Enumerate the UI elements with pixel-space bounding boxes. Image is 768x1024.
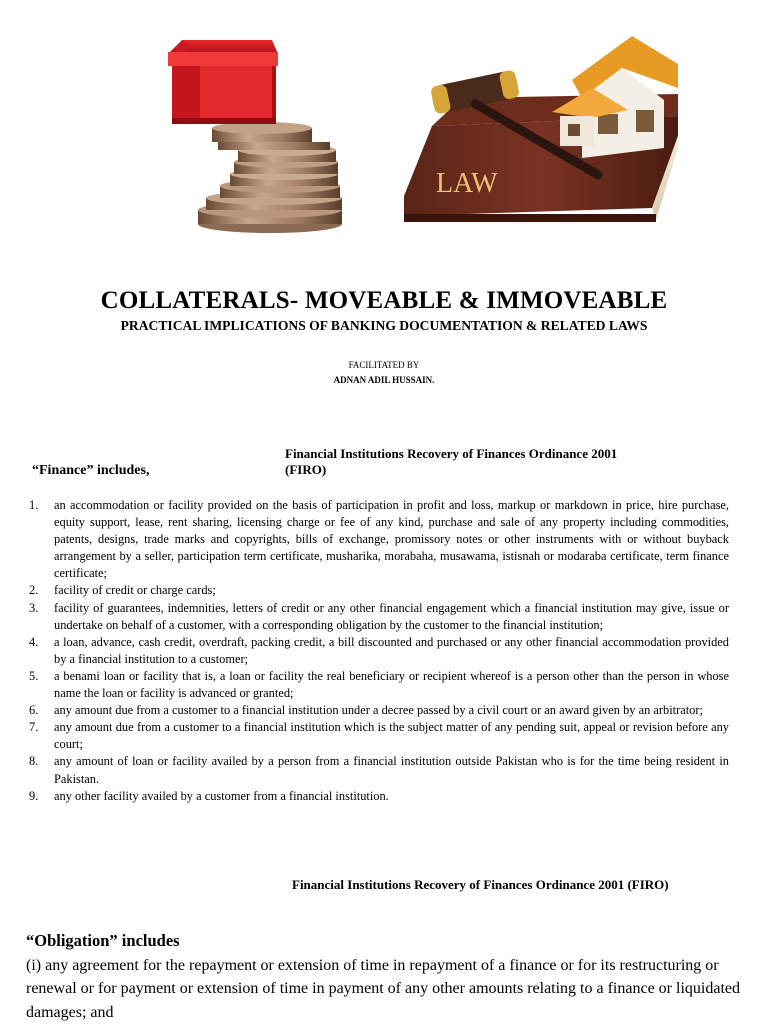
law-book-gavel-house-icon	[402, 28, 678, 238]
law-book-image	[402, 28, 678, 238]
finance-definition-list	[29, 497, 729, 805]
list-item-text: a loan, advance, cash credit, overdraft, packing credit, a bill discounted and purchased or any other financial accommodation provided by a financial institution to a customer;	[54, 634, 729, 666]
list-item-text: a benami loan or facility that is, a loan or facility the real beneficiary or recipient whereof is a person other than the person in whose name the loan or facility is advanced or granted;	[54, 668, 729, 701]
list-item-text: facility of credit or charge cards;	[54, 583, 216, 598]
list-item-number: 7.	[29, 720, 39, 735]
list-item-number: 1.	[29, 498, 39, 512]
list-item-text: any amount due from a customer to a financial institution which is the subject matter of any pending suit, appeal or revision before any court;	[54, 720, 729, 752]
list-item	[29, 719, 729, 753]
facilitator-name: ADNAN ADIL HUSSAIN.	[333, 375, 435, 385]
facilitated-by-label: FACILITATED BY	[348, 360, 420, 370]
list-item-number: 8.	[29, 754, 39, 769]
page-title: COLLATERALS- MOVEABLE & IMMOVEABLE	[100, 287, 668, 314]
list-item	[29, 668, 729, 702]
book-label: LAW	[436, 168, 498, 199]
list-item	[29, 600, 729, 634]
list-item-number: 4.	[29, 634, 39, 649]
list-item-number: 2.	[29, 583, 39, 598]
list-item	[29, 634, 729, 668]
list-item-text: any other facility availed by a customer from a financial institution.	[54, 788, 389, 803]
list-item	[29, 497, 729, 582]
list-item-number: 3.	[29, 600, 39, 615]
finance-source-line1: Financial Institutions Recovery of Finances Ordinance 2001	[285, 446, 618, 461]
list-item-text: facility of guarantees, indemnities, letters of credit or any other financial engagement which a financial institution may give, issue or undertake on behalf of a customer, with a corresponding obligation by the customer to the financial institution;	[54, 600, 729, 632]
list-item-number: 5.	[29, 668, 39, 683]
obligation-heading: “Obligation” includes	[26, 931, 180, 950]
page-subtitle: PRACTICAL IMPLICATIONS OF BANKING DOCUMENTATION & RELATED LAWS	[120, 318, 648, 333]
finance-heading: “Finance” includes,	[32, 463, 150, 478]
list-item-text: an accommodation or facility provided on the basis of participation in profit and loss, markup or markdown in price, hire purchase, equity support, lease, rent sharing, licensing charge or fee of any kind, purchase and sale of any property including commodities, patents, designs, trade marks and copyrights, bills of exchange, promissory notes or other instruments with or without buyback arrangement by a seller, participation term certificate, musharika, morabaha, musawama, istisnah or modaraba certificate, term finance certificate;	[54, 498, 729, 581]
list-item	[29, 788, 729, 805]
finance-source-heading	[285, 446, 665, 478]
finance-source-line2: (FIRO)	[285, 462, 327, 477]
list-item-number: 6.	[29, 703, 39, 718]
list-item	[29, 582, 729, 599]
house-on-coins-icon	[160, 38, 382, 236]
house-on-coins-image	[160, 38, 382, 236]
list-item-text: any amount of loan or facility availed by a person from a financial institution outside Pakistan who is for the time being resident in Pakistan.	[54, 754, 729, 786]
list-item	[29, 753, 729, 787]
list-item-text: any amount due from a customer to a financial institution under a decree passed by a civil court or an award given by an arbitrator;	[54, 703, 703, 718]
obligation-source-heading: Financial Institutions Recovery of Finances Ordinance 2001 (FIRO)	[292, 877, 669, 892]
obligation-text: (i) any agreement for the repayment or extension of time in repayment of a finance or for its restructuring or renewal or for payment or extension of time in payment of any other amounts relating to a finance or liquidated damages; and	[26, 957, 740, 1021]
list-item	[29, 702, 729, 719]
list-item-number: 9.	[29, 788, 39, 803]
